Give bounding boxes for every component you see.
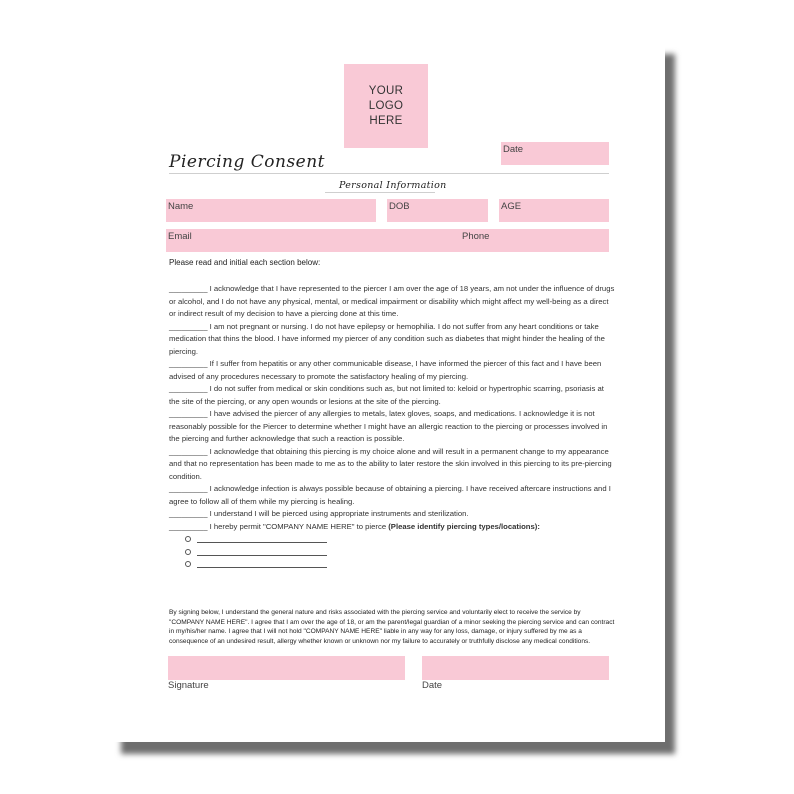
- date-field[interactable]: [501, 142, 609, 165]
- clause-sterilization: _________ I understand I will be pierced using appropriate instruments and sterilization.: [169, 509, 469, 518]
- dob-field-label: DOB: [389, 201, 410, 212]
- name-field[interactable]: [166, 199, 376, 222]
- subtitle-divider: [325, 192, 435, 193]
- phone-field-label: Phone: [462, 231, 490, 242]
- piercing-locations-list: [169, 533, 615, 571]
- clause-age-condition: _________ I acknowledge that I have represented to the piercer I am over the age of 18 years, am not under the influence of drugs or alcohol, and I do not have any physical, mental, or medical impairment or disability which might affect my well-being as a direct or indirect result of my decision to have a piercing done at this time.: [169, 284, 615, 318]
- clause-disease: _________ If I suffer from hepatitis or any other communicable disease, I have informed the piercer of this fact and I have been advised of any procedures necessary to promote the satisfactory healing of my piercing.: [169, 359, 602, 381]
- signature-label: Signature: [168, 680, 209, 691]
- piercing-location-item[interactable]: [185, 533, 615, 546]
- name-field-label: Name: [168, 201, 194, 212]
- clause-infection: _________ I acknowledge infection is always possible because of obtaining a piercing. I have received aftercare instructions and I agree to follow all of them while my piercing is healing.: [169, 484, 611, 506]
- piercing-location-line[interactable]: [197, 560, 327, 568]
- age-field-label: AGE: [501, 201, 522, 212]
- circle-bullet-icon: [185, 561, 191, 567]
- logo-placeholder: [344, 64, 428, 148]
- consent-clauses: [169, 283, 615, 571]
- clause-allergies: _________ I have advised the piercer of any allergies to metals, latex gloves, soaps, and medications. I acknowledge it is not reasonably possible for the Piercer to determine whether I might have an allergic reaction to the piercing or processes involved in the piercing and further acknowledge that such a reaction is possible.: [169, 409, 608, 443]
- clause-skin: _________ I do not suffer from medical or skin conditions such as, but not limited to: keloid or hypertrophic scarring, psoriasis at the site of the piercing, or any open wounds or lesions at the site of the piercing.: [169, 384, 604, 406]
- title-divider: [169, 173, 609, 174]
- circle-bullet-icon: [185, 549, 191, 555]
- circle-bullet-icon: [185, 536, 191, 542]
- form-title: Piercing Consent: [169, 152, 326, 172]
- clause-medical: _________ I am not pregnant or nursing. I do not have epilepsy or hemophilia. I do not suffer from any heart conditions or take medication that thins the blood. I have informed my piercer of any condition such as diabetes that might hinder the healing of the piercing.: [169, 321, 605, 356]
- contact-row: [166, 229, 609, 252]
- logo-line-1: YOUR: [368, 84, 404, 97]
- age-field[interactable]: [499, 199, 609, 222]
- email-field-label: Email: [168, 231, 192, 242]
- logo-line-2: LOGO: [368, 99, 404, 112]
- piercing-location-line[interactable]: [197, 548, 327, 556]
- dob-field[interactable]: [387, 199, 488, 222]
- clause-permit: [169, 521, 615, 534]
- signature-date-field[interactable]: [422, 656, 609, 680]
- logo-line-3: HERE: [369, 114, 403, 127]
- signature-date-label: Date: [422, 680, 443, 691]
- signature-field[interactable]: [168, 656, 405, 680]
- instructions: Please read and initial each section below:: [169, 258, 321, 267]
- section-subtitle: Personal Information: [339, 180, 447, 191]
- permit-bold-text: (Please identify piercing types/locations):: [388, 521, 540, 531]
- permit-text: _________ I hereby permit "COMPANY NAME HERE" to pierce: [169, 521, 389, 531]
- clause-permanent: _________ I acknowledge that obtaining this piercing is my choice alone and will result in a permanent change to my appearance and that no representation has been made to me as to the ability to later restore the skin involved in this piercing to its pre-piercing condition.: [169, 446, 612, 481]
- piercing-location-item[interactable]: [185, 558, 615, 571]
- date-field-label: Date: [503, 144, 524, 155]
- consent-form-page: [111, 42, 665, 742]
- piercing-location-item[interactable]: [185, 546, 615, 559]
- signing-agreement: By signing below, I understand the general nature and risks associated with the piercing service and voluntarily elect to receive the service by "COMPANY NAME HERE". I agree that I am over the age of 18, or am the parent/legal guardian of a minor seeking the piercing service and can contract in my/his/her name. I agree that I will not hold "COMPANY NAME HERE" liable in any way for any loss, damage, or injury suffered by me as a consequence of an undesired result, allergy whether known or unknown nor my failure to accurately or truthfully disclose any medical conditions.: [169, 609, 615, 645]
- piercing-location-line[interactable]: [197, 535, 327, 543]
